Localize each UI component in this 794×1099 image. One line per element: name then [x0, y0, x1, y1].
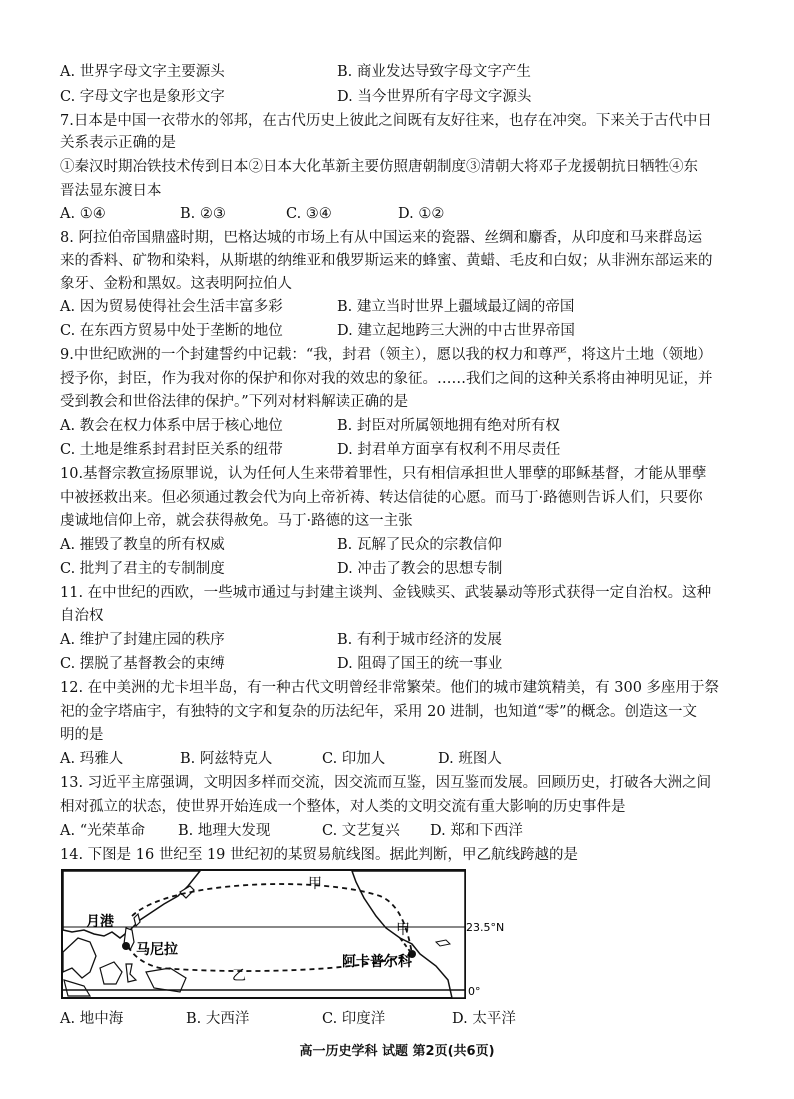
q7-stem-line: ①秦汉时期冶铁技术传到日本②日本大化革新主要仿照唐朝制度③清朝大将邓子龙援朝抗日牺牲④东: [60, 159, 698, 175]
q12-stem-line: 祀的金字塔庙宇，有独特的文字和复杂的历法纪年，采用 20 进制，也知道“零”的概念。创造这一文: [60, 704, 697, 720]
q10-stem-line: 10.基督宗教宣扬原罪说，认为任何人生来带着罪性，只有相信承担世人罪孽的耶稣基督，才能从罪孽: [60, 466, 707, 482]
q12-option-d[interactable]: D. 班图人: [438, 751, 502, 767]
q7-stem-line: 7.日本是中国一衣带水的邻邦，在古代历史上彼此之间既有友好往来，也存在冲突。下来关于古代中日: [60, 113, 712, 129]
q12-option-a[interactable]: A. 玛雅人: [60, 751, 124, 767]
q7-option-b[interactable]: B. ②③: [180, 206, 226, 222]
q6-option-d[interactable]: D. 当今世界所有字母文字源头: [337, 89, 532, 105]
trade-route-map: [60, 868, 510, 1000]
q11-option-c[interactable]: C. 摆脱了基督教会的束缚: [60, 656, 225, 672]
q12-stem-line: 明的是: [60, 727, 104, 743]
q14-stem-line: 14. 下图是 16 世纪至 19 世纪初的某贸易航线图。据此判断，甲乙航线跨越的是: [60, 847, 579, 863]
label-manila: 马尼拉: [136, 942, 178, 958]
q9-stem-line: 受到教会和世俗法律的保护。”下列对材料解读正确的是: [60, 394, 409, 410]
q9-option-d[interactable]: D. 封君单方面享有权利不用尽责任: [337, 442, 561, 458]
q13-option-d[interactable]: D. 郑和下西洋: [430, 823, 523, 839]
q10-stem-line: 虔诚地信仰上帝，就会获得赦免。马丁·路德的这一主张: [60, 513, 413, 529]
q8-option-c[interactable]: C. 在东西方贸易中处于垄断的地位: [60, 323, 283, 339]
label-acapulco: 阿卡普尔科: [342, 954, 412, 970]
label-jia-top: 甲: [308, 876, 322, 892]
q10-option-d[interactable]: D. 冲击了教会的思想专制: [337, 561, 503, 577]
q14-option-a[interactable]: A. 地中海: [60, 1011, 124, 1027]
q8-stem-line: 来的香料、矿物和染料，从斯堪的纳维亚和俄罗斯运来的蜂蜜、黄蜡、毛皮和白奴；从非洲东部运来的: [60, 253, 713, 269]
q10-stem-line: 中被拯救出来。但必须通过教会代为向上帝祈祷、转达信徒的心愿。而马丁·路德则告诉人们，只要你: [60, 490, 703, 506]
q12-option-c[interactable]: C. 印加人: [322, 751, 386, 767]
q13-stem-line: 相对孤立的状态，使世界开始连成一个整体，对人类的文明交流有重大影响的历史事件是: [60, 799, 626, 815]
label-tropic: 23.5°N: [466, 921, 505, 934]
label-yi: 乙: [232, 968, 246, 984]
q8-option-b[interactable]: B. 建立当时世界上疆域最辽阔的帝国: [337, 299, 575, 315]
manila-port-dot: [122, 942, 130, 950]
label-yuegang: 月港: [86, 914, 114, 930]
q8-stem-line: 象牙、金粉和黑奴。这表明阿拉伯人: [60, 276, 292, 292]
q8-option-a[interactable]: A. 因为贸易使得社会生活丰富多彩: [60, 299, 283, 315]
q6-option-a[interactable]: A. 世界字母文字主要源头: [60, 64, 225, 80]
q13-option-c[interactable]: C. 文艺复兴: [322, 823, 400, 839]
q9-stem-line: 9.中世纪欧洲的一个封建誓约中记载：“我，封君（领主），愿以我的权力和尊严，将这片土地（领地）: [60, 347, 712, 363]
q14-option-d[interactable]: D. 太平洋: [452, 1011, 516, 1027]
q8-option-d[interactable]: D. 建立起地跨三大洲的中古世界帝国: [337, 323, 575, 339]
q14-option-b[interactable]: B. 大西洋: [186, 1011, 250, 1027]
q11-option-a[interactable]: A. 维护了封建庄园的秩序: [60, 632, 225, 648]
q7-option-d[interactable]: D. ①②: [398, 206, 445, 222]
q9-stem-line: 授予你，封臣，作为我对你的保护和你对我的效忠的象征。……我们之间的这种关系将由神明见证，并: [60, 371, 713, 387]
q14-option-c[interactable]: C. 印度洋: [322, 1011, 386, 1027]
q6-option-b[interactable]: B. 商业发达导致字母文字产生: [337, 64, 531, 80]
q7-stem-line: 关系表示正确的是: [60, 135, 176, 151]
q11-stem-line: 11. 在中世纪的西欧，一些城市通过与封建主谈判、金钱赎买、武装暴动等形式获得一定自治权。这种: [60, 585, 712, 601]
q10-option-a[interactable]: A. 摧毁了教皇的所有权威: [60, 537, 225, 553]
q11-option-d[interactable]: D. 阻碍了国王的统一事业: [337, 656, 503, 672]
q9-option-a[interactable]: A. 教会在权力体系中居于核心地位: [60, 418, 283, 434]
q10-option-c[interactable]: C. 批判了君主的专制制度: [60, 561, 225, 577]
q10-option-b[interactable]: B. 瓦解了民众的宗教信仰: [337, 537, 502, 553]
q7-option-a[interactable]: A. ①④: [60, 206, 106, 222]
q8-stem-line: 8. 阿拉伯帝国鼎盛时期，巴格达城的市场上有从中国运来的瓷器、丝绸和麝香，从印度和马来群岛运: [60, 230, 702, 246]
label-equator: 0°: [468, 985, 481, 998]
q9-option-b[interactable]: B. 封臣对所属领地拥有绝对所有权: [337, 418, 560, 434]
q11-stem-line: 自治权: [60, 608, 104, 624]
q13-option-a[interactable]: A. “光荣革命: [60, 823, 146, 839]
q12-option-b[interactable]: B. 阿兹特克人: [180, 751, 273, 767]
label-jia-right: 甲: [396, 922, 410, 938]
q13-option-b[interactable]: B. 地理大发现: [178, 823, 271, 839]
q13-stem-line: 13. 习近平主席强调，文明因多样而交流，因交流而互鉴，因互鉴而发展。回顾历史，打破各大洲之间: [60, 775, 712, 791]
q7-option-c[interactable]: C. ③④: [286, 206, 332, 222]
page-footer: 高一历史学科 试题 第2页(共6页): [299, 1044, 495, 1059]
q9-option-c[interactable]: C. 土地是维系封君封臣关系的纽带: [60, 442, 283, 458]
q12-stem-line: 12. 在中美洲的尤卡坦半岛，有一种古代文明曾经非常繁荣。他们的城市建筑精美，有 300 多座用于祭: [60, 680, 720, 696]
q7-stem-line: 晋法显东渡日本: [60, 183, 162, 199]
q6-option-c[interactable]: C. 字母文字也是象形文字: [60, 89, 225, 105]
q11-option-b[interactable]: B. 有利于城市经济的发展: [337, 632, 502, 648]
